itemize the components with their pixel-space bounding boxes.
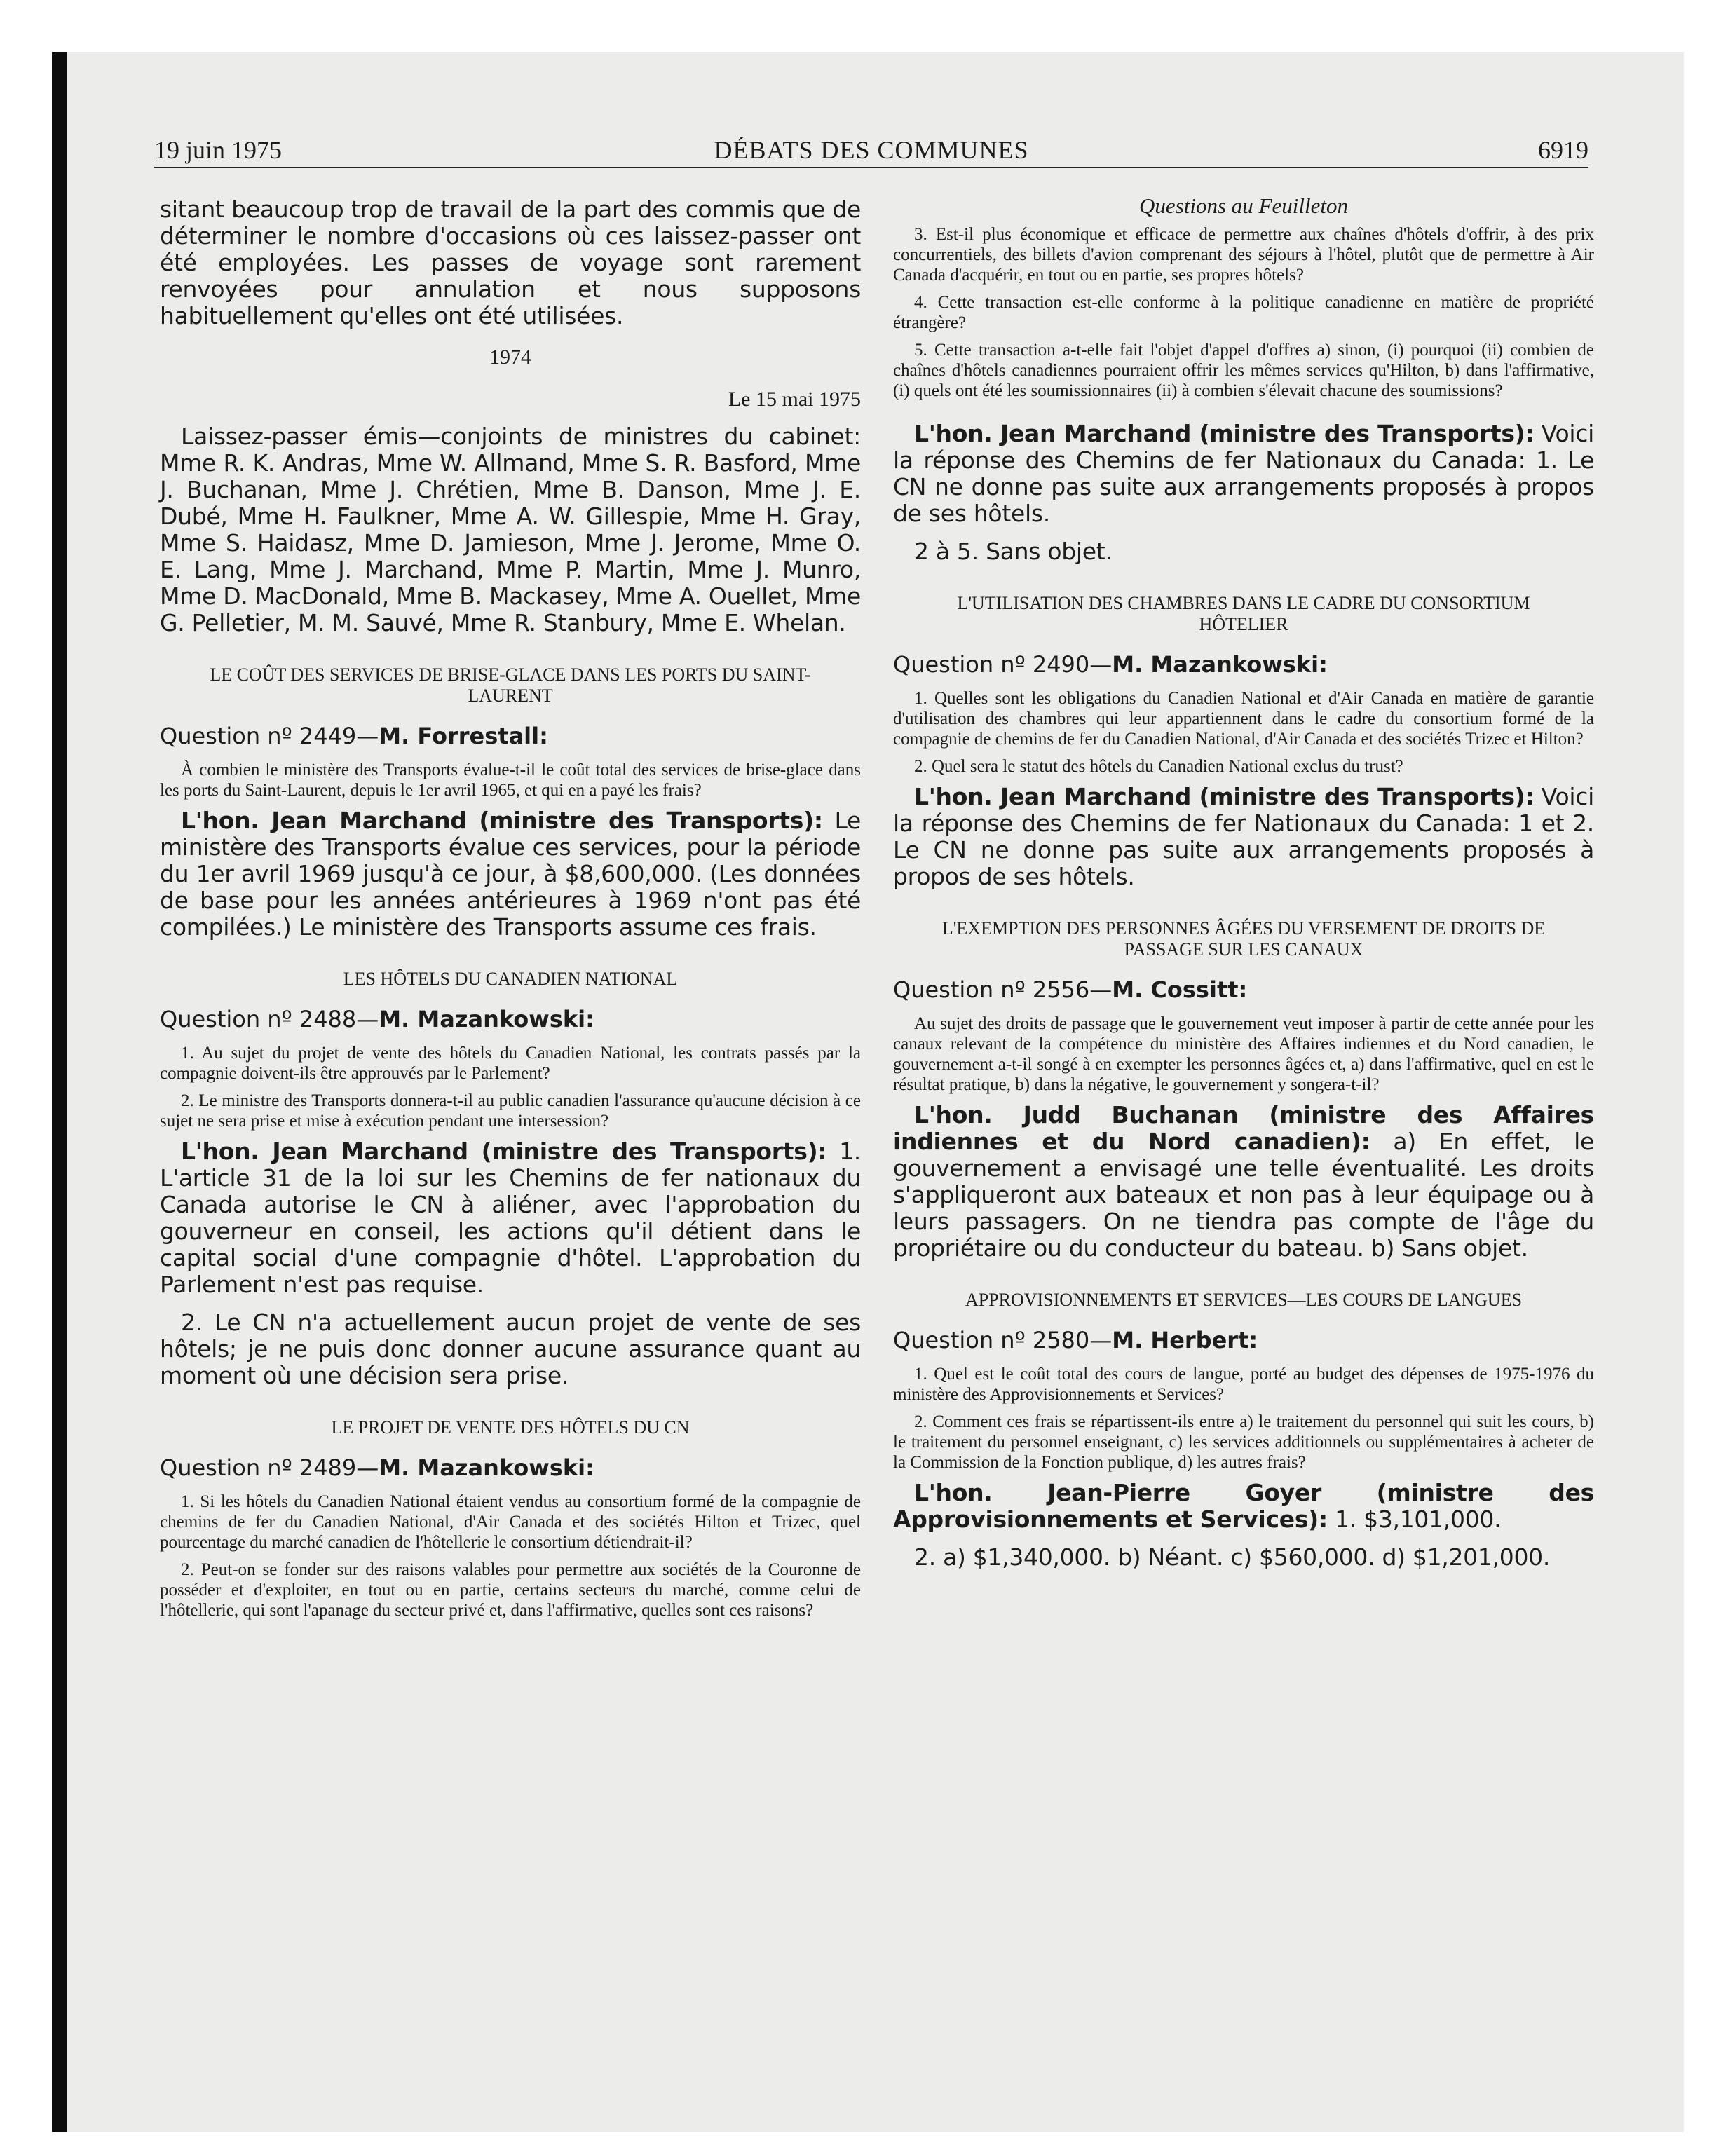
paragraph: Laissez-passer émis—conjoints de ministres du cabinet: Mme R. K. Andras, Mme W. Allmand, Mme S. R. Basford, Mme J. Buchanan, Mme J. Chrétien, Mme B. Danson, Mme J. E. Dubé, Mme H. Faulkner, Mme A. W. Gillespie, Mme H. Gray, Mme S. Haidasz, Mme D. Jamieson, Mme J. Jerome, Mme O. E. Lang, Mme J. Marchand, Mme P. Martin, Mme J. Munro, Mme D. MacDonald, Mme B. Mackasey, Mme A. Ouellet, Mme G. Pelletier, M. M. Sauvé, Mme R. Stanbury, Mme E. Whelan. xyxy=(160,423,861,636)
question-line xyxy=(893,976,1594,1004)
left-column xyxy=(160,196,861,1628)
question-text: 4. Cette transaction est-elle conforme à la politique canadienne en matière de propriété étrangère? xyxy=(893,293,1594,332)
page xyxy=(140,133,1594,2096)
answer-paragraph xyxy=(160,807,861,941)
answer-paragraph: 2. a) $1,340,000. b) Néant. c) $560,000. d) $1,201,000. xyxy=(914,1543,1551,1571)
right-column xyxy=(893,193,1594,1582)
answer-text: Le ministère des Transports évalue ces services, pour la période du 1er avril 1969 jusqu'à ce jour, à $8,600,000. (Les données de base pour les années antérieures à 1969 n'ont pas été compilées.) Le ministère des Transports assume ces frais. xyxy=(160,807,861,941)
section-heading: L'UTILISATION DES CHAMBRES DANS LE CADRE DU CONSORTIUM HÔTELIER xyxy=(957,593,1530,634)
question-number: Question nº 2489— xyxy=(160,1454,379,1481)
question-number: Question nº 2490— xyxy=(893,651,1113,678)
section-heading: LES HÔTELS DU CANADIEN NATIONAL xyxy=(343,969,678,989)
question-line xyxy=(893,1326,1594,1354)
question-text: À combien le ministère des Transports évalue-t-il le coût total des services de brise-glace dans les ports du Saint-Laurent, depuis le 1er avril 1965, et qui en a payé les frais? xyxy=(160,760,861,800)
question-text: 5. Cette transaction a-t-elle fait l'objet d'appel d'offres a) sinon, (i) pourquoi (ii) combien de chaînes d'hôtels canadiennes pourraient offrir les mêmes services qu'Hilton, b) dans l'affirmative, (i) quels ont été les soumissionnaires (ii) à combien s'élevait chacune des soumissions? xyxy=(893,341,1594,400)
question-asker: M. Mazankowski: xyxy=(379,1006,594,1032)
question-asker: M. Forrestall: xyxy=(379,723,548,749)
question-text: 1. Quelles sont les obligations du Canadien National et d'Air Canada en matière de garantie d'utilisation des chambres qui leur appartiennent dans le cadre du consortium formé de la compagnie de chemins de fer du Canadien National, d'Air Canada et des sociétés Trizec et Hilton? xyxy=(893,689,1594,749)
question-text: 2. Quel sera le statut des hôtels du Canadien National exclus du trust? xyxy=(914,757,1403,776)
question-line xyxy=(160,722,861,750)
answer-text: 1. $3,101,000. xyxy=(1327,1506,1502,1533)
section-heading: APPROVISIONNEMENTS ET SERVICES—LES COURS DE LANGUES xyxy=(965,1290,1523,1310)
answer-text: Voici la réponse des Chemins de fer Nationaux du Canada: 1 et 2. Le CN ne donne pas suite aux arrangements proposés à propos de ses hôtels. xyxy=(893,783,1594,890)
binding-edge xyxy=(52,52,67,2132)
speaker: L'hon. Jean-Pierre Goyer (ministre des Approvisionnements et Services): xyxy=(893,1479,1594,1533)
answer-text: 1. L'article 31 de la loi sur les Chemins de fer nationaux du Canada autorise le CN à aliéner, avec l'approbation du gouverneur en conseil, les actions qu'il détient dans le capital social d'une compagnie d'hôtel. L'approbation du Parlement n'est pas requise. xyxy=(160,1138,862,1298)
answer-paragraph xyxy=(893,1102,1594,1262)
question-line xyxy=(893,650,1594,678)
section-heading: LE PROJET DE VENTE DES HÔTELS DU CN xyxy=(331,1417,690,1438)
question-number: Question nº 2556— xyxy=(893,976,1113,1003)
section-title: Questions au Feuilleton xyxy=(1139,193,1348,218)
section-heading: L'EXEMPTION DES PERSONNES ÂGÉES DU VERSEMENT DE DROITS DE PASSAGE SUR LES CANAUX xyxy=(941,918,1546,960)
question-asker: M. Herbert: xyxy=(1112,1327,1258,1353)
question-text: 2. Peut-on se fonder sur des raisons valables pour permettre aux sociétés de la Couronne de posséder et d'exploiter, en tout ou en partie, certains secteurs du marché, comme celui de l'hôtellerie, qui sont l'apanage du secteur privé et, dans l'affirmative, quelles sont ces raisons? xyxy=(160,1560,861,1620)
question-number: Question nº 2488— xyxy=(160,1006,379,1032)
paragraph: sitant beaucoup trop de travail de la part des commis que de déterminer le nombre d'occasions où ces laissez-passer ont été employées. Les passes de voyage sont rarement renvoyées pour annulation et nous supposons habituellement qu'elles ont été utilisées. xyxy=(160,196,861,329)
page-number: 6919 xyxy=(1538,136,1588,164)
speaker: L'hon. Judd Buchanan (ministre des Affaires indiennes et du Nord canadien): xyxy=(893,1101,1594,1155)
question-text: 3. Est-il plus économique et efficace de permettre aux chaînes d'hôtels d'offrir, à des prix concurrentiels, des billets d'avion comprenant des séjours à l'hôtel, plutôt que de permettre à Air Canada d'acquérir, en tout ou en partie, ses propres hôtels? xyxy=(893,225,1594,285)
answer-paragraph xyxy=(160,1138,861,1298)
question-text: 2. Comment ces frais se répartissent-ils entre a) le traitement du personnel qui suit les cours, b) le traitement du personnel enseignant, c) les services additionnels ou supplémentaires à acheter de la Commission de la Fonction publique, d) les autres frais? xyxy=(893,1412,1594,1472)
question-text: Au sujet des droits de passage que le gouvernement veut imposer à partir de cette année pour les canaux relevant de la compétence du ministère des Affaires indiennes et du Nord canadien, le gouvernement a-t-il songé à en exempter les personnes âgées et, a) dans l'affirmative, quel en est le résultat pratique, b) dans la négative, le gouvernement y songera-t-il? xyxy=(893,1014,1594,1094)
question-line xyxy=(160,1005,861,1033)
year-label: 1974 xyxy=(489,346,531,369)
question-number: Question nº 2580— xyxy=(893,1327,1113,1353)
answer-paragraph: 2. Le CN n'a actuellement aucun projet de vente de ses hôtels; je ne puis donc donner aucune assurance quant au moment où une décision sera prise. xyxy=(160,1309,861,1389)
question-text: 1. Au sujet du projet de vente des hôtels du Canadien National, les contrats passés par la compagnie doivent-ils être approuvés par le Parlement? xyxy=(160,1044,861,1083)
answer-paragraph xyxy=(893,1480,1594,1533)
speaker: L'hon. Jean Marchand (ministre des Transports): xyxy=(914,783,1535,810)
header-date: 19 juin 1975 xyxy=(154,136,283,164)
question-asker: M. Cossitt: xyxy=(1112,976,1248,1003)
answer-text: a) En effet, le gouvernement a envisagé une telle éventualité. Les droits s'appliqueront aux bateaux et non pas à leur équipage ou à leurs passagers. On ne tiendra pas compte de l'âge du propriétaire ou du conducteur du bateau. b) Sans objet. xyxy=(893,1128,1594,1262)
speaker: L'hon. Jean Marchand (ministre des Transports): xyxy=(914,420,1535,447)
question-number: Question nº 2449— xyxy=(160,723,379,749)
answer-paragraph xyxy=(893,784,1594,890)
question-line xyxy=(160,1454,861,1482)
answer-text: Voici la réponse des Chemins de fer Nationaux du Canada: 1. Le CN ne donne pas suite aux arrangements proposés à propos de ses hôtels. xyxy=(893,420,1594,527)
question-asker: M. Mazankowski: xyxy=(1112,651,1328,678)
question-text: 2. Le ministre des Transports donnera-t-il au public canadien l'assurance qu'aucune décision à ce sujet ne sera prise et mise à exécution pendant une intersession? xyxy=(160,1091,861,1131)
speaker: L'hon. Jean Marchand (ministre des Transports): xyxy=(181,1138,827,1165)
answer-paragraph xyxy=(893,421,1594,527)
spacer xyxy=(893,408,1594,421)
speaker: L'hon. Jean Marchand (ministre des Transports): xyxy=(181,807,823,834)
date-label: Le 15 mai 1975 xyxy=(728,388,861,411)
question-text: 1. Quel est le coût total des cours de langue, porté au budget des dépenses de 1975-1976 du ministère des Approvisionnements et Services? xyxy=(893,1365,1594,1404)
question-asker: M. Mazankowski: xyxy=(379,1454,594,1481)
answer-paragraph: 2 à 5. Sans objet. xyxy=(914,538,1113,565)
header-title: DÉBATS DES COMMUNES xyxy=(714,136,1029,164)
running-head xyxy=(154,133,1588,168)
question-text: 1. Si les hôtels du Canadien National étaient vendus au consortium formé de la compagnie de chemins de fer du Canadien National, d'Air Canada et des sociétés Hilton et Trizec, quel pourcentage du marché canadien de l'hôtellerie le consortium détiendrait-il? xyxy=(160,1492,861,1552)
section-heading: LE COÛT DES SERVICES DE BRISE-GLACE DANS LES PORTS DU SAINT-LAURENT xyxy=(210,664,811,706)
